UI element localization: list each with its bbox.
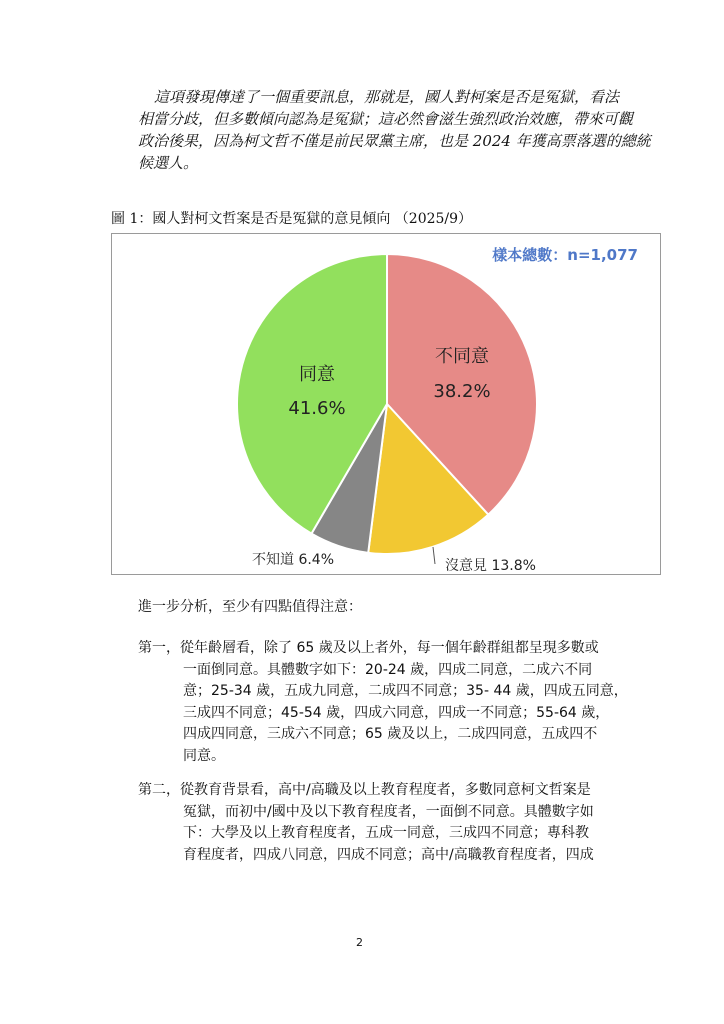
slice-value-agree: 41.6% bbox=[288, 398, 346, 419]
slice-label-noopinion: 沒意見 13.8% bbox=[445, 558, 536, 574]
analysis-lead: 進一步分析，至少有四點值得注意： bbox=[138, 599, 362, 615]
slice-label-agree: 同意 bbox=[299, 364, 335, 385]
pie-chart-frame bbox=[111, 233, 661, 575]
point-line: 第二，從教育背景看，高中/高職及以上教育程度者，多數同意柯文哲案是 bbox=[138, 782, 591, 798]
sample-size-label: 樣本總數：n=1,077 bbox=[492, 246, 638, 264]
intro-paragraph bbox=[138, 86, 651, 174]
point-line: 意；25-34 歲，五成九同意，二成四不同意；35- 44 歲，四成五同意， bbox=[183, 683, 628, 699]
point-line: 三成四不同意；45-54 歲，四成六同意，四成一不同意；55-64 歲， bbox=[183, 704, 610, 721]
intro-line: 候選人。 bbox=[138, 154, 199, 172]
point-line: 育程度者，四成八同意，四成不同意；高中/高職教育程度者，四成 bbox=[183, 846, 594, 863]
point-line: 第一，從年齡層看，除了 65 歲及以上者外，每一個年齡群組都呈現多數或 bbox=[138, 640, 599, 656]
slice-label-disagree: 不同意 bbox=[435, 346, 489, 367]
figure-caption: 圖 1：國人對柯文哲案是否是冤獄的意見傾向 （2025/9） bbox=[111, 211, 473, 227]
slice-value-disagree: 38.2% bbox=[433, 381, 491, 402]
leader-line bbox=[433, 547, 435, 564]
pie-chart bbox=[112, 234, 660, 574]
point-line: 下：大學及以上教育程度者，五成一同意，三成四不同意；專科教 bbox=[183, 825, 589, 841]
point-line: 同意。 bbox=[183, 747, 225, 764]
slice-label-dontknow: 不知道 6.4% bbox=[252, 552, 335, 568]
point-line: 四成四同意，三成六不同意；65 歲及以上，二成四同意，五成四不 bbox=[183, 726, 598, 742]
intro-line: 相當分歧，但多數傾向認為是冤獄；這必然會滋生強烈政治效應，帶來可觀 bbox=[138, 110, 634, 128]
intro-line: 這項發現傳達了一個重要訊息，那就是，國人對柯案是否是冤獄，看法 bbox=[154, 88, 620, 106]
intro-line: 政治後果，因為柯文哲不僅是前民眾黨主席，也是 2024 年獲高票落選的總統 bbox=[138, 132, 651, 150]
point-second bbox=[138, 780, 594, 866]
point-line: 冤獄，而初中/國中及以下教育程度者，一面倒不同意。具體數字如 bbox=[183, 803, 594, 820]
page-number: 2 bbox=[356, 936, 363, 949]
point-line: 一面倒同意。具體數字如下：20-24 歲，四成二同意，二成六不同 bbox=[183, 661, 593, 678]
point-first bbox=[138, 638, 628, 767]
